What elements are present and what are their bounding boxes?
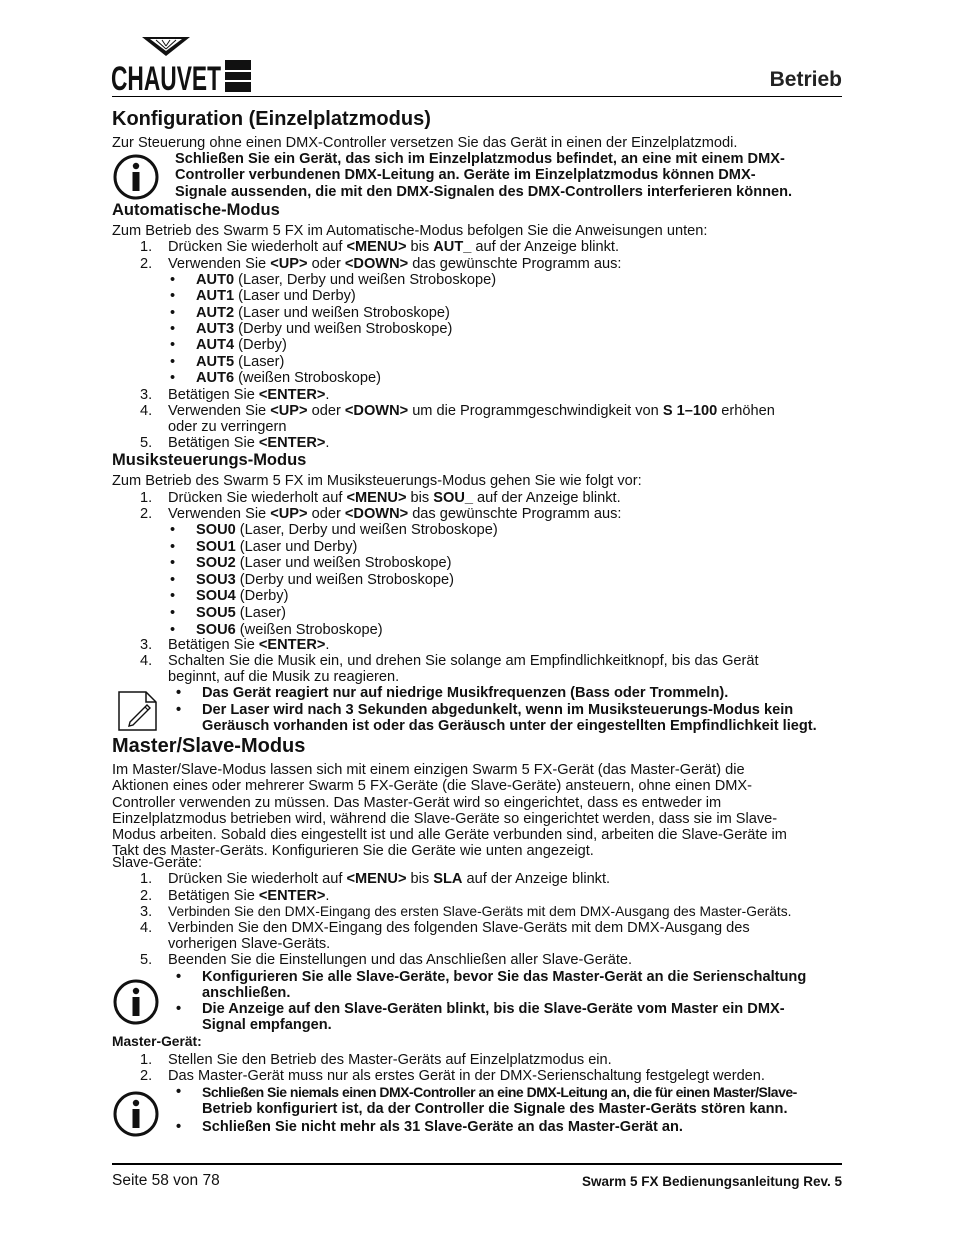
music-intro: Zum Betrieb des Swarm 5 FX im Musiksteuerungs-Modus gehen Sie wie folgt vor: [112,473,642,489]
master-slave-paragraph: Im Master/Slave-Modus lassen sich mit einem einzigen Swarm 5 FX-Gerät (das Master-Gerät) die Aktionen eines oder mehrerer Swarm 5 FX-Geräte (die Slave-Geräte) ansteuern, ohne einen DMX- Controller verwenden zu müssen. Das Master-Gerät wird so eingerichtet, dass es entweder im Einzelplatzmodus betrieben wird, während die Slave-Geräte so eingerichtet werden, dass sie im Slave- Modus arbeiten. Sobald dies eingestellt ist und alle Geräte verbunden sind, arbeiten die Slave-Geräte im Takt des Master-Geräts. Konfigurieren Sie die Geräte wie unten angezeigt. [112,762,787,860]
note-pencil-icon [116,689,160,737]
info-icon [112,1090,160,1142]
heading-auto: Automatische-Modus [112,201,280,219]
info-icon [112,978,160,1030]
heading-master-slave: Master/Slave-Modus [112,735,306,757]
standalone-note: Schließen Sie ein Gerät, das sich im Einzelplatzmodus befindet, an eine mit einem DMX- Controller verbundenen DMX-Leitung an. Geräte im Einzelplatzmodus können DMX- Signale aussenden, die mit den DMX-Signalen des DMX-Controllers interferieren können. [175,151,793,200]
info-icon [112,153,160,205]
chauvet-dj-logo [110,34,255,98]
document-title: Swarm 5 FX Bedienungsanleitung Rev. 5 [581,1174,842,1189]
heading-music: Musiksteuerungs-Modus [112,451,307,469]
footer-rule [112,1163,842,1165]
page-number: Seite 58 von 78 [112,1172,220,1189]
heading-konfiguration: Konfiguration (Einzelplatzmodus) [112,108,431,130]
master-label: Master-Gerät: [112,1034,202,1049]
slave-label: Slave-Geräte: [112,855,203,871]
section-title: Betrieb [769,68,842,91]
auto-intro: Zum Betrieb des Swarm 5 FX im Automatische-Modus befolgen Sie die Anweisungen unten: [112,223,708,239]
intro-text: Zur Steuerung ohne einen DMX-Controller versetzen Sie das Gerät in einen der Einzelplatzmodi. [112,135,738,151]
header-rule [112,96,842,97]
svg-text:CHAUVET: CHAUVET [111,60,222,98]
